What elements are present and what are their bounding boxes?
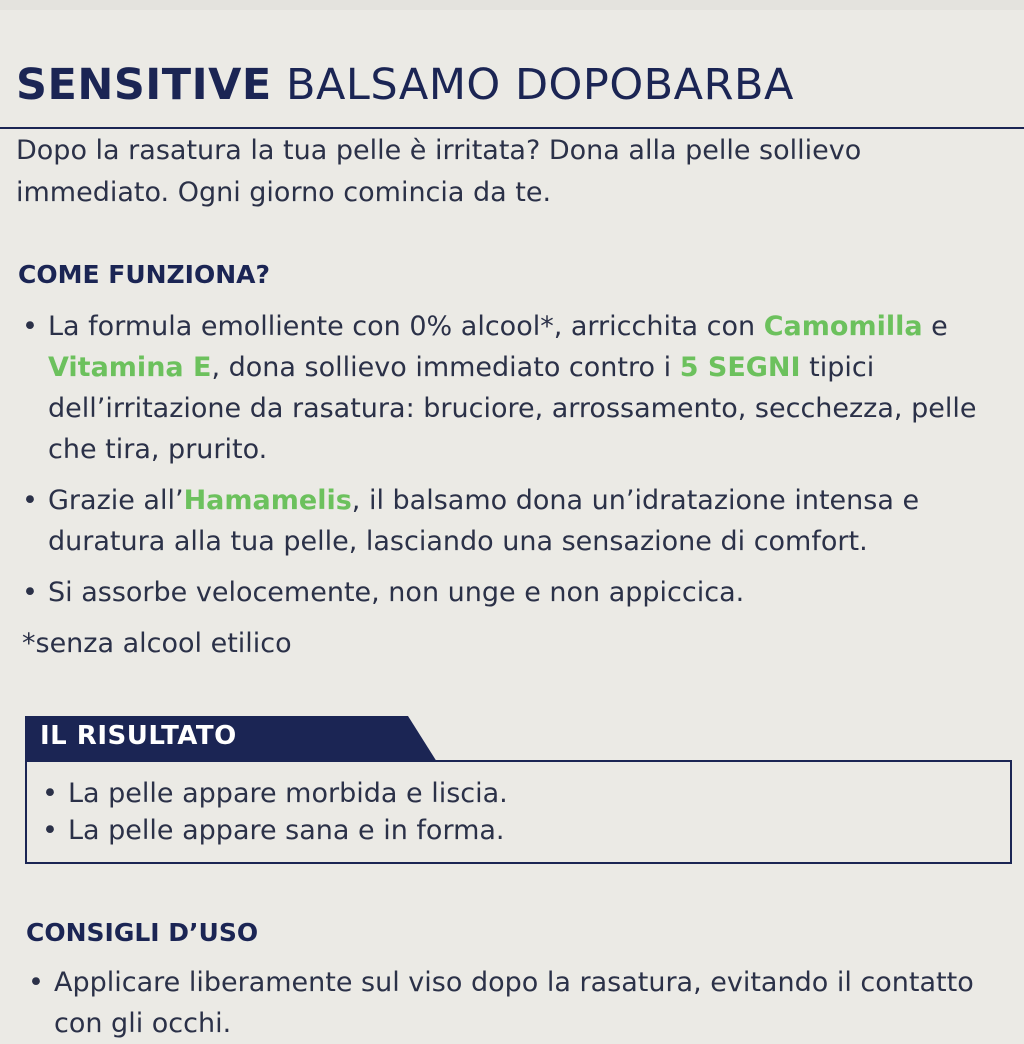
title-light: BALSAMO DOPOBARBA — [285, 60, 794, 110]
bullet-dot: • — [22, 311, 38, 342]
bullet-text: La formula emolliente con 0% alcool*, arricchita con — [48, 311, 764, 342]
how-it-works-list — [22, 306, 1012, 613]
bullet-dot: • — [28, 967, 44, 998]
list-item — [42, 775, 508, 812]
bullet-text: e — [922, 311, 948, 342]
five-signs-highlight: 5 SEGNI — [679, 352, 801, 383]
intro-text: Dopo la rasatura la tua pelle è irritata? Dona alla pelle sollievo immediato. Ogni giorno comincia da te. — [16, 135, 862, 208]
bullet-dot: • — [42, 778, 58, 809]
ingredient-vitamin-e: Vitamina E — [48, 352, 212, 383]
top-edge — [0, 0, 1024, 10]
ingredient-chamomile: Camomilla — [763, 311, 923, 342]
title-bold: SENSITIVE — [16, 60, 272, 110]
title-divider — [0, 127, 1024, 129]
usage-item-text: Applicare liberamente sul viso dopo la rasatura, evitando il contatto con gli occhi. — [54, 967, 974, 1039]
how-it-works-heading: COME FUNZIONA? — [18, 260, 271, 289]
result-item-text: La pelle appare morbida e liscia. — [68, 778, 508, 809]
bullet-text: , il balsamo dona un’idratazione intensa e duratura alla tua pelle, lasciando una sensazione di comfort. — [48, 485, 920, 557]
bullet-dot: • — [22, 485, 38, 516]
ingredient-hamamelis: Hamamelis — [183, 485, 352, 516]
bullet-text: Si assorbe velocemente, non unge e non appiccica. — [48, 577, 745, 608]
list-item — [22, 572, 1012, 613]
list-item — [42, 812, 508, 849]
result-list — [42, 775, 508, 849]
list-item — [28, 962, 1018, 1044]
usage-heading: CONSIGLI D’USO — [26, 918, 259, 947]
product-title — [16, 60, 794, 110]
bullet-dot: • — [42, 815, 58, 846]
bullet-text: tipici dell’irritazione da rasatura: bruciore, arrossamento, secchezza, pelle che tira, prurito. — [48, 352, 977, 465]
bullet-dot: • — [22, 577, 38, 608]
bullet-text: Grazie all’ — [48, 485, 184, 516]
list-item — [22, 306, 1012, 470]
list-item — [22, 480, 1012, 562]
footnote: *senza alcool etilico — [22, 628, 292, 659]
bullet-text: , dona sollievo immediato contro i — [211, 352, 680, 383]
usage-list — [28, 962, 1018, 1044]
result-heading: IL RISULTATO — [40, 721, 237, 751]
result-item-text: La pelle appare sana e in forma. — [68, 815, 505, 846]
